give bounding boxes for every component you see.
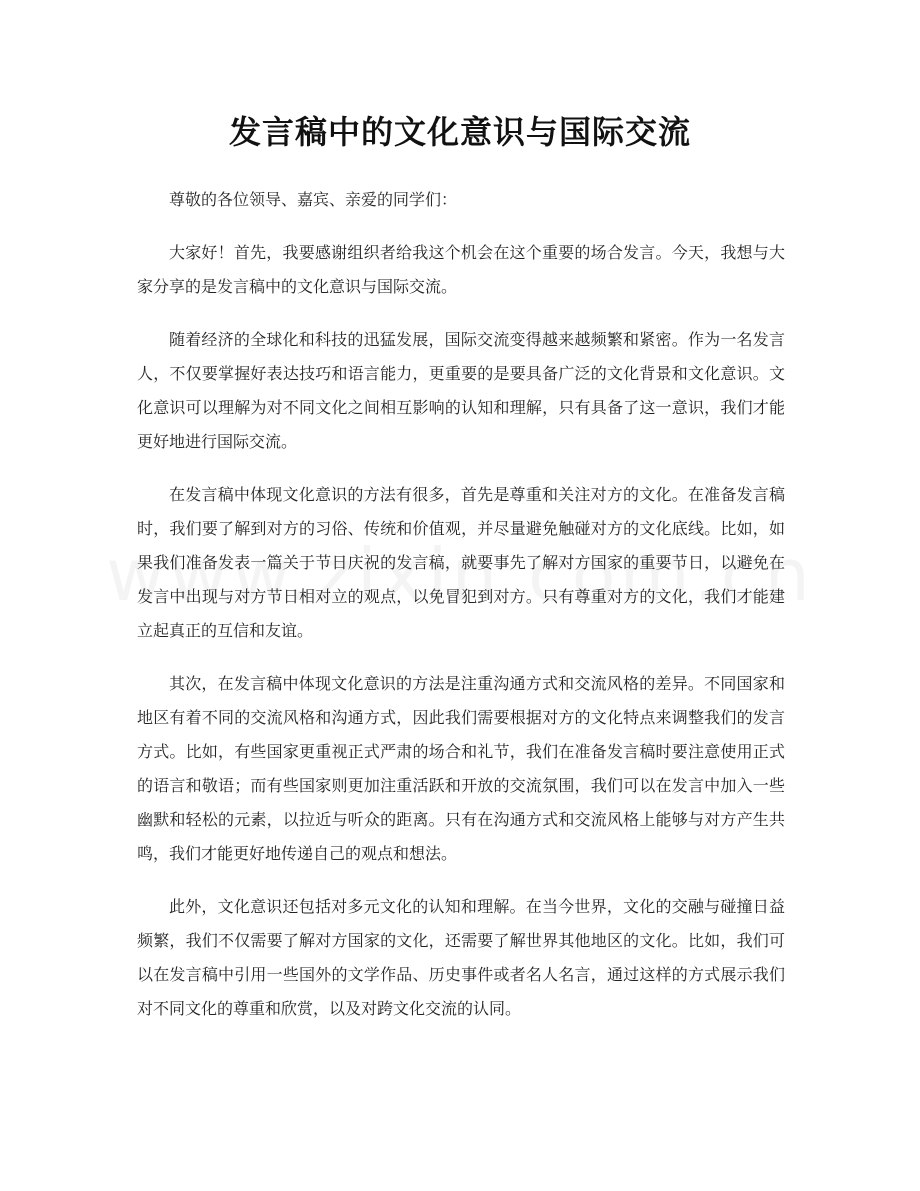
paragraph-multicultural: 此外，文化意识还包括对多元文化的认知和理解。在当今世界，文化的交融与碰撞日益频繁，我们不仅需要了解对方国家的文化，还需要了解世界其他地区的文化。比如，我们可以在发言稿中引用一些国外的文学作品、历史事件或者名人名言，通过这样的方式展示我们对不同文化的尊重和欣赏，以及对跨文化交流的认同。 bbox=[137, 897, 785, 1018]
paragraph-greeting: 大家好！首先，我要感谢组织者给我这个机会在这个重要的场合发言。今天，我想与大家分享的是发言稿中的文化意识与国际交流。 bbox=[137, 243, 785, 296]
paragraph-salutation: 尊敬的各位领导、嘉宾、亲爱的同学们： bbox=[169, 190, 458, 209]
paragraph-respect-culture: 在发言稿中体现文化意识的方法有很多，首先是尊重和关注对方的文化。在准备发言稿时，我们要了解到对方的习俗、传统和价值观，并尽量避免触碰对方的文化底线。比如，如果我们准备发表一篇关于节日庆祝的发言稿，就要事先了解对方国家的重要节日，以避免在发言中出现与对方节日相对立的观点，以免冒犯到对方。只有尊重对方的文化，我们才能建立起真正的互信和友谊。 bbox=[137, 485, 785, 640]
paragraph-background: 随着经济的全球化和科技的迅猛发展，国际交流变得越来越频繁和紧密。作为一名发言人，不仅要掌握好表达技巧和语言能力，更重要的是要具备广泛的文化背景和文化意识。文化意识可以理解为对不同文化之间相互影响的认知和理解，只有具备了这一意识，我们才能更好地进行国际交流。 bbox=[137, 330, 785, 451]
document-body bbox=[137, 183, 785, 1045]
paragraph-communication-style: 其次，在发言稿中体现文化意识的方法是注重沟通方式和交流风格的差异。不同国家和地区有着不同的交流风格和沟通方式，因此我们需要根据对方的文化特点来调整我们的发言方式。比如，有些国家更重视正式严肃的场合和礼节，我们在准备发言稿时要注意使用正式的语言和敬语；而有些国家则更加注重活跃和开放的交流氛围，我们可以在发言中加入一些幽默和轻松的元素，以拉近与听众的距离。只有在沟通方式和交流风格上能够与对方产生共鸣，我们才能更好地传递自己的观点和想法。 bbox=[137, 674, 785, 863]
document-title: 发言稿中的文化意识与国际交流 bbox=[228, 113, 691, 151]
